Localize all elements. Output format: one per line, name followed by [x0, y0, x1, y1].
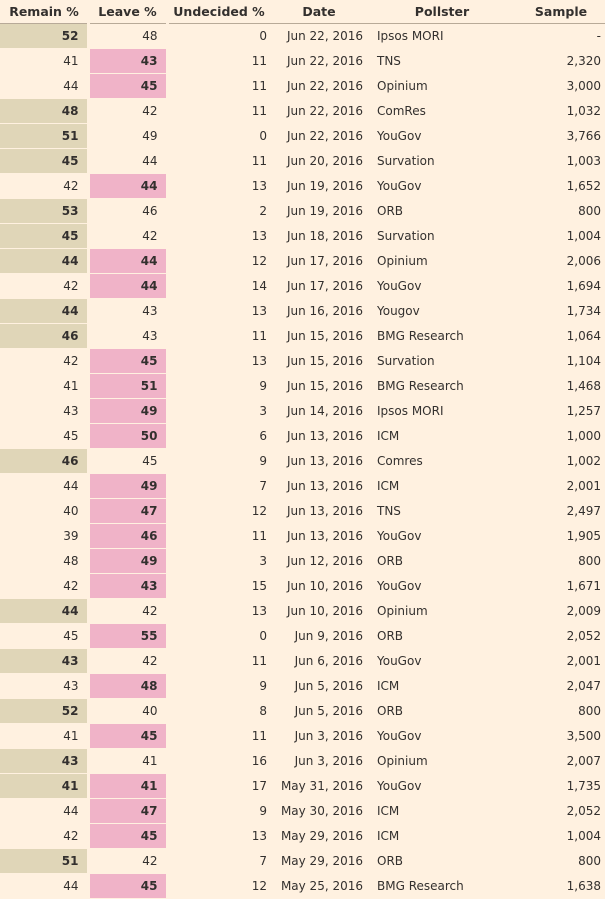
leave-cell: 49 [88, 549, 167, 574]
table-row [0, 549, 605, 574]
undecided-cell: 12 [167, 249, 271, 274]
undecided-cell: 13 [167, 299, 271, 324]
table-row [0, 499, 605, 524]
undecided-cell: 11 [167, 149, 271, 174]
sample-cell: 3,500 [517, 724, 605, 749]
leave-cell: 43 [88, 49, 167, 74]
date-cell: Jun 14, 2016 [271, 399, 367, 424]
remain-cell: 42 [0, 174, 88, 199]
date-cell: Jun 18, 2016 [271, 224, 367, 249]
leave-cell: 42 [88, 599, 167, 624]
remain-cell: 45 [0, 424, 88, 449]
remain-cell: 43 [0, 649, 88, 674]
date-cell: Jun 3, 2016 [271, 724, 367, 749]
table-row [0, 374, 605, 399]
remain-cell: 39 [0, 524, 88, 549]
date-cell: Jun 13, 2016 [271, 524, 367, 549]
undecided-cell: 11 [167, 74, 271, 99]
sample-cell: 1,734 [517, 299, 605, 324]
date-cell: Jun 10, 2016 [271, 599, 367, 624]
pollster-cell: ORB [367, 699, 517, 724]
date-cell: Jun 22, 2016 [271, 74, 367, 99]
remain-cell: 43 [0, 399, 88, 424]
remain-cell: 45 [0, 624, 88, 649]
sample-cell: 2,320 [517, 49, 605, 74]
header-undecided[interactable]: Undecided % [167, 0, 271, 24]
remain-cell: 46 [0, 324, 88, 349]
date-cell: Jun 3, 2016 [271, 749, 367, 774]
date-cell: Jun 15, 2016 [271, 349, 367, 374]
date-cell: Jun 6, 2016 [271, 649, 367, 674]
table-row [0, 699, 605, 724]
table-row [0, 224, 605, 249]
table-row [0, 649, 605, 674]
remain-cell: 41 [0, 774, 88, 799]
sample-cell: 1,257 [517, 399, 605, 424]
undecided-cell: 9 [167, 674, 271, 699]
remain-cell: 51 [0, 849, 88, 874]
pollster-cell: YouGov [367, 174, 517, 199]
table-row [0, 324, 605, 349]
pollster-cell: YouGov [367, 274, 517, 299]
leave-cell: 45 [88, 449, 167, 474]
pollster-cell: YouGov [367, 524, 517, 549]
leave-cell: 43 [88, 299, 167, 324]
leave-cell: 46 [88, 199, 167, 224]
leave-cell: 48 [88, 24, 167, 49]
undecided-cell: 3 [167, 399, 271, 424]
leave-cell: 44 [88, 149, 167, 174]
pollster-cell: Comres [367, 449, 517, 474]
pollster-cell: Opinium [367, 249, 517, 274]
header-sample[interactable]: Sample [517, 0, 605, 24]
sample-cell: 1,694 [517, 274, 605, 299]
header-row [0, 0, 605, 24]
remain-cell: 48 [0, 99, 88, 124]
table-row [0, 299, 605, 324]
date-cell: Jun 5, 2016 [271, 674, 367, 699]
leave-cell: 50 [88, 424, 167, 449]
table-row [0, 24, 605, 49]
leave-cell: 49 [88, 124, 167, 149]
table-row [0, 199, 605, 224]
leave-cell: 45 [88, 724, 167, 749]
table-row [0, 599, 605, 624]
sample-cell: 1,064 [517, 324, 605, 349]
pollster-cell: Yougov [367, 299, 517, 324]
table-row [0, 124, 605, 149]
leave-cell: 47 [88, 499, 167, 524]
table-row [0, 749, 605, 774]
table-row [0, 274, 605, 299]
undecided-cell: 11 [167, 49, 271, 74]
undecided-cell: 9 [167, 374, 271, 399]
date-cell: Jun 15, 2016 [271, 374, 367, 399]
date-cell: May 30, 2016 [271, 799, 367, 824]
undecided-cell: 7 [167, 474, 271, 499]
table-row [0, 174, 605, 199]
pollster-cell: YouGov [367, 574, 517, 599]
undecided-cell: 0 [167, 624, 271, 649]
table-row [0, 799, 605, 824]
table-row [0, 674, 605, 699]
undecided-cell: 11 [167, 524, 271, 549]
leave-cell: 42 [88, 649, 167, 674]
remain-cell: 52 [0, 699, 88, 724]
remain-cell: 41 [0, 49, 88, 74]
pollster-cell: YouGov [367, 774, 517, 799]
header-remain[interactable]: Remain % [0, 0, 88, 24]
table-row [0, 824, 605, 849]
table-row [0, 524, 605, 549]
date-cell: Jun 22, 2016 [271, 99, 367, 124]
remain-cell: 45 [0, 149, 88, 174]
table-row [0, 149, 605, 174]
table-row [0, 449, 605, 474]
date-cell: Jun 16, 2016 [271, 299, 367, 324]
undecided-cell: 11 [167, 99, 271, 124]
pollster-cell: ORB [367, 199, 517, 224]
leave-cell: 45 [88, 74, 167, 99]
sample-cell: 2,007 [517, 749, 605, 774]
undecided-cell: 3 [167, 549, 271, 574]
date-cell: Jun 22, 2016 [271, 124, 367, 149]
pollster-cell: ICM [367, 674, 517, 699]
remain-cell: 42 [0, 274, 88, 299]
undecided-cell: 12 [167, 874, 271, 899]
remain-cell: 42 [0, 824, 88, 849]
sample-cell: 2,001 [517, 649, 605, 674]
date-cell: Jun 5, 2016 [271, 699, 367, 724]
undecided-cell: 6 [167, 424, 271, 449]
date-cell: Jun 22, 2016 [271, 24, 367, 49]
date-cell: May 25, 2016 [271, 874, 367, 899]
table-body [0, 24, 605, 899]
remain-cell: 44 [0, 874, 88, 899]
leave-cell: 43 [88, 324, 167, 349]
pollster-cell: TNS [367, 499, 517, 524]
table-row [0, 574, 605, 599]
table-row [0, 849, 605, 874]
leave-cell: 41 [88, 774, 167, 799]
undecided-cell: 16 [167, 749, 271, 774]
remain-cell: 52 [0, 24, 88, 49]
pollster-cell: ICM [367, 474, 517, 499]
undecided-cell: 12 [167, 499, 271, 524]
undecided-cell: 0 [167, 124, 271, 149]
date-cell: Jun 9, 2016 [271, 624, 367, 649]
pollster-cell: Ipsos MORI [367, 24, 517, 49]
sample-cell: 1,003 [517, 149, 605, 174]
pollster-cell: Survation [367, 349, 517, 374]
remain-cell: 46 [0, 449, 88, 474]
undecided-cell: 17 [167, 774, 271, 799]
table-row [0, 774, 605, 799]
sample-cell: 1,671 [517, 574, 605, 599]
date-cell: Jun 13, 2016 [271, 499, 367, 524]
table-row [0, 74, 605, 99]
pollster-cell: Ipsos MORI [367, 399, 517, 424]
remain-cell: 51 [0, 124, 88, 149]
undecided-cell: 13 [167, 174, 271, 199]
remain-cell: 41 [0, 724, 88, 749]
sample-cell: 2,006 [517, 249, 605, 274]
pollster-cell: YouGov [367, 124, 517, 149]
date-cell: Jun 12, 2016 [271, 549, 367, 574]
remain-cell: 44 [0, 299, 88, 324]
pollster-cell: BMG Research [367, 324, 517, 349]
table-row [0, 349, 605, 374]
table-row [0, 424, 605, 449]
date-cell: Jun 20, 2016 [271, 149, 367, 174]
undecided-cell: 15 [167, 574, 271, 599]
undecided-cell: 2 [167, 199, 271, 224]
remain-cell: 41 [0, 374, 88, 399]
sample-cell: 800 [517, 549, 605, 574]
sample-cell: 1,002 [517, 449, 605, 474]
leave-cell: 45 [88, 874, 167, 899]
leave-cell: 42 [88, 849, 167, 874]
pollster-cell: BMG Research [367, 874, 517, 899]
pollster-cell: Survation [367, 224, 517, 249]
leave-cell: 49 [88, 399, 167, 424]
header-leave[interactable]: Leave % [88, 0, 167, 24]
remain-cell: 53 [0, 199, 88, 224]
sample-cell: 2,052 [517, 799, 605, 824]
sample-cell: 2,009 [517, 599, 605, 624]
remain-cell: 44 [0, 599, 88, 624]
date-cell: Jun 13, 2016 [271, 449, 367, 474]
date-cell: Jun 15, 2016 [271, 324, 367, 349]
table-row [0, 474, 605, 499]
leave-cell: 46 [88, 524, 167, 549]
leave-cell: 42 [88, 99, 167, 124]
date-cell: Jun 17, 2016 [271, 274, 367, 299]
date-cell: May 31, 2016 [271, 774, 367, 799]
table-row [0, 624, 605, 649]
remain-cell: 42 [0, 349, 88, 374]
sample-cell: 1,638 [517, 874, 605, 899]
table-row [0, 724, 605, 749]
leave-cell: 41 [88, 749, 167, 774]
leave-cell: 40 [88, 699, 167, 724]
remain-cell: 40 [0, 499, 88, 524]
header-pollster[interactable]: Pollster [367, 0, 517, 24]
undecided-cell: 13 [167, 349, 271, 374]
leave-cell: 49 [88, 474, 167, 499]
leave-cell: 42 [88, 224, 167, 249]
sample-cell: 800 [517, 849, 605, 874]
date-cell: Jun 19, 2016 [271, 199, 367, 224]
remain-cell: 44 [0, 474, 88, 499]
undecided-cell: 13 [167, 224, 271, 249]
sample-cell: 1,735 [517, 774, 605, 799]
table-row [0, 249, 605, 274]
pollster-cell: Opinium [367, 749, 517, 774]
undecided-cell: 11 [167, 724, 271, 749]
table-row [0, 49, 605, 74]
pollster-cell: Opinium [367, 599, 517, 624]
sample-cell: 1,652 [517, 174, 605, 199]
leave-cell: 44 [88, 249, 167, 274]
sample-cell: 1,905 [517, 524, 605, 549]
pollster-cell: YouGov [367, 724, 517, 749]
pollster-cell: ORB [367, 624, 517, 649]
undecided-cell: 11 [167, 324, 271, 349]
remain-cell: 44 [0, 799, 88, 824]
date-cell: Jun 22, 2016 [271, 49, 367, 74]
remain-cell: 43 [0, 749, 88, 774]
remain-cell: 43 [0, 674, 88, 699]
table-row [0, 99, 605, 124]
date-cell: Jun 19, 2016 [271, 174, 367, 199]
date-cell: May 29, 2016 [271, 824, 367, 849]
undecided-cell: 11 [167, 649, 271, 674]
pollster-cell: Opinium [367, 74, 517, 99]
leave-cell: 44 [88, 274, 167, 299]
sample-cell: 800 [517, 199, 605, 224]
remain-cell: 45 [0, 224, 88, 249]
leave-cell: 44 [88, 174, 167, 199]
sample-cell: 1,000 [517, 424, 605, 449]
table-row [0, 399, 605, 424]
pollster-cell: ICM [367, 424, 517, 449]
undecided-cell: 13 [167, 599, 271, 624]
sample-cell: 1,004 [517, 824, 605, 849]
pollster-cell: ORB [367, 549, 517, 574]
sample-cell: 2,001 [517, 474, 605, 499]
date-cell: Jun 13, 2016 [271, 424, 367, 449]
undecided-cell: 0 [167, 24, 271, 49]
pollster-cell: ORB [367, 849, 517, 874]
sample-cell: - [517, 24, 605, 49]
pollster-cell: YouGov [367, 649, 517, 674]
leave-cell: 43 [88, 574, 167, 599]
sample-cell: 2,052 [517, 624, 605, 649]
sample-cell: 3,000 [517, 74, 605, 99]
undecided-cell: 13 [167, 824, 271, 849]
header-date[interactable]: Date [271, 0, 367, 24]
leave-cell: 45 [88, 349, 167, 374]
remain-cell: 42 [0, 574, 88, 599]
remain-cell: 48 [0, 549, 88, 574]
leave-cell: 55 [88, 624, 167, 649]
sample-cell: 1,032 [517, 99, 605, 124]
undecided-cell: 9 [167, 799, 271, 824]
date-cell: Jun 13, 2016 [271, 474, 367, 499]
sample-cell: 1,104 [517, 349, 605, 374]
remain-cell: 44 [0, 74, 88, 99]
pollster-cell: ComRes [367, 99, 517, 124]
pollster-cell: BMG Research [367, 374, 517, 399]
pollster-cell: ICM [367, 824, 517, 849]
table-row [0, 874, 605, 899]
sample-cell: 3,766 [517, 124, 605, 149]
date-cell: May 29, 2016 [271, 849, 367, 874]
sample-cell: 800 [517, 699, 605, 724]
sample-cell: 2,047 [517, 674, 605, 699]
leave-cell: 48 [88, 674, 167, 699]
date-cell: Jun 10, 2016 [271, 574, 367, 599]
undecided-cell: 7 [167, 849, 271, 874]
pollster-cell: Survation [367, 149, 517, 174]
leave-cell: 45 [88, 824, 167, 849]
sample-cell: 1,468 [517, 374, 605, 399]
undecided-cell: 9 [167, 449, 271, 474]
pollster-cell: ICM [367, 799, 517, 824]
sample-cell: 2,497 [517, 499, 605, 524]
undecided-cell: 8 [167, 699, 271, 724]
undecided-cell: 14 [167, 274, 271, 299]
date-cell: Jun 17, 2016 [271, 249, 367, 274]
sample-cell: 1,004 [517, 224, 605, 249]
leave-cell: 51 [88, 374, 167, 399]
leave-cell: 47 [88, 799, 167, 824]
remain-cell: 44 [0, 249, 88, 274]
pollster-cell: TNS [367, 49, 517, 74]
